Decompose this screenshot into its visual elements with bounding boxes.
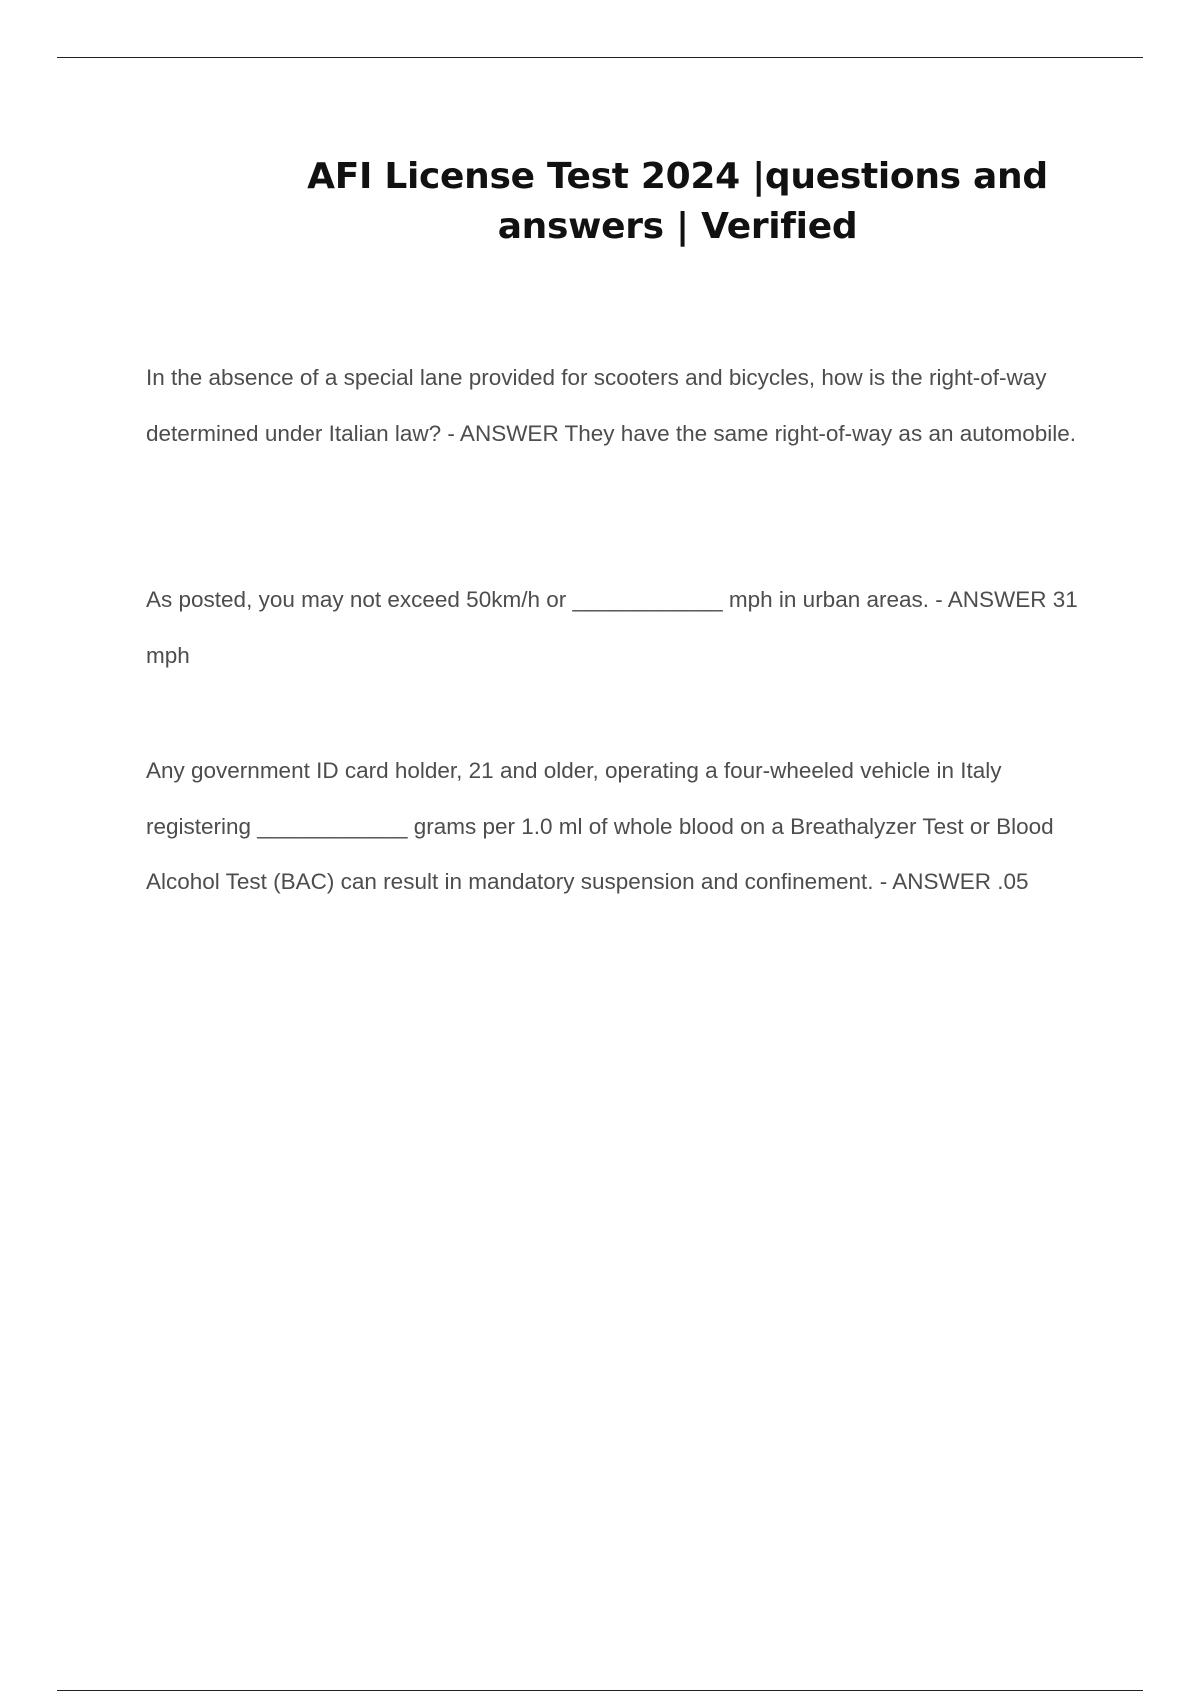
page-title bbox=[250, 152, 1105, 252]
question-answer-1: In the absence of a special lane provided for scooters and bicycles, how is the right-of-way determined under Italian law? - ANSWER They have the same right-of-way as an automobile. bbox=[146, 365, 1077, 446]
question-answer-2: As posted, you may not exceed 50km/h or ____________ mph in urban areas. - ANSWER 31 mph bbox=[146, 587, 1078, 668]
bottom-rule bbox=[57, 1690, 1143, 1691]
top-rule bbox=[57, 57, 1143, 58]
question-answer-3: Any government ID card holder, 21 and older, operating a four-wheeled vehicle in Italy registering ____________ grams per 1.0 ml of whole blood on a Breathalyzer Test or Blood Alcohol Test (BAC) can result in mandatory suspension and confinement. - ANSWER .05 bbox=[146, 758, 1054, 894]
title-line-2: answers | Verified bbox=[497, 206, 858, 247]
title-line-1: AFI License Test 2024 |questions and bbox=[307, 156, 1048, 197]
